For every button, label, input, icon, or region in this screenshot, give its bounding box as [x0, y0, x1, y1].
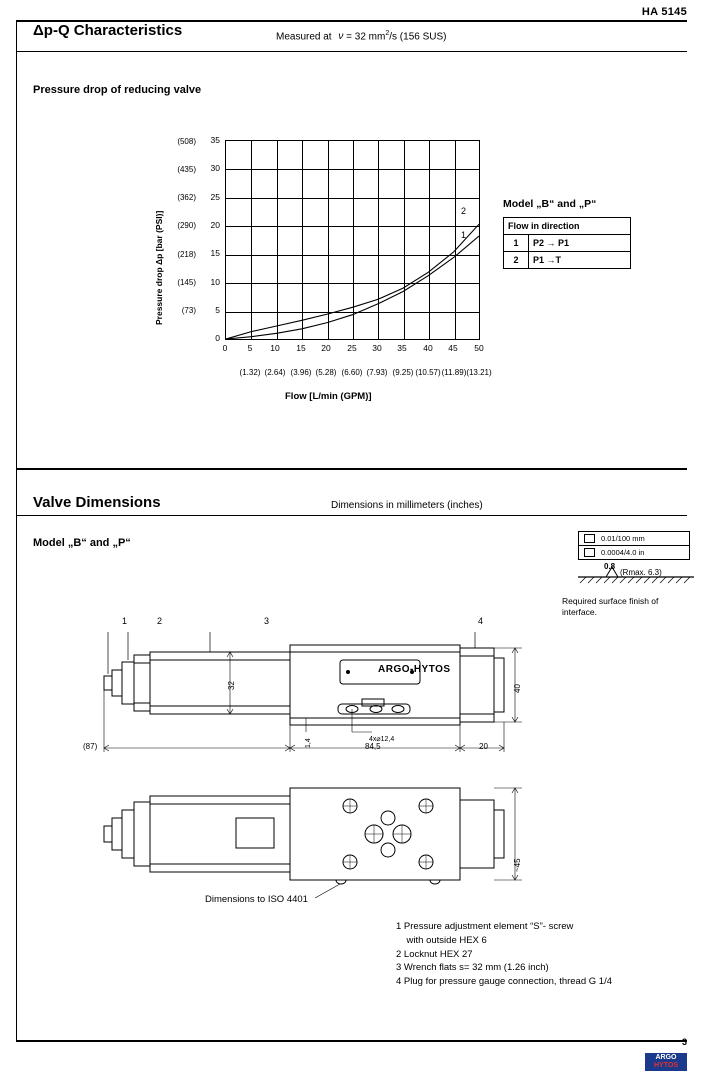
- measured-exponent: 2: [385, 30, 390, 37]
- chart-ytick-psi-4: (290): [177, 221, 196, 230]
- chart-ytick-3: 10: [210, 277, 220, 287]
- chart-ylabel: Pressure drop Δp [bar (PSI)]: [154, 210, 164, 325]
- table-cell-num: 1: [504, 235, 529, 252]
- chart-ytick-psi-1: (73): [181, 306, 196, 315]
- chart-series-label-1: 1: [461, 230, 467, 240]
- section2-title: Valve Dimensions: [33, 494, 161, 511]
- chart-gridline-h: [226, 255, 479, 256]
- section2-subhead: Model „B“ and „P“: [33, 537, 131, 549]
- valve-drawing-plan-view: [90, 780, 540, 900]
- chart-ytick-7: 30: [210, 163, 220, 173]
- chart-ytick-8: 35: [210, 135, 220, 145]
- chart-ytick-psi-3: (218): [177, 250, 196, 259]
- page-number: 3: [681, 1037, 687, 1047]
- table-row: [504, 252, 631, 269]
- section2-subtitle: Dimensions in millimeters (inches): [331, 500, 483, 511]
- flatness-square-icon: [584, 534, 595, 543]
- callout-3: 3: [264, 616, 270, 626]
- roughness-value: 0.8: [604, 562, 616, 571]
- divider-under-section2-title: [16, 515, 687, 516]
- chart-gridline-v: [455, 141, 456, 339]
- chart-gridline-v: [429, 141, 430, 339]
- chart-plot-area: [225, 140, 480, 340]
- table-cell-direction: P1 →T: [529, 252, 631, 269]
- iso-dimension-note: Dimensions to ISO 4401: [205, 894, 308, 905]
- flatness-square-icon: [584, 548, 595, 557]
- chart-ytick-5: 20: [210, 220, 220, 230]
- chart-xtick-0: 0: [222, 343, 228, 353]
- legend-item-3: 3 Wrench flats s= 32 mm (1.26 inch): [396, 962, 549, 974]
- chart-gridline-v: [353, 141, 354, 339]
- chart-xtick-gpm-6: (7.93): [366, 368, 388, 377]
- chart-gridline-v: [302, 141, 303, 339]
- brand-label: ARGO-HYTOS: [378, 664, 451, 675]
- chart-gridline-h: [226, 169, 479, 170]
- table-cell-direction: P2 → P1: [529, 235, 631, 252]
- callout-4: 4: [478, 616, 484, 626]
- callout-2: 2: [157, 616, 163, 626]
- divider-under-section1-title: [16, 51, 687, 52]
- chart-ytick-psi-2: (145): [177, 278, 196, 287]
- section1-subhead: Pressure drop of reducing valve: [33, 84, 202, 96]
- chart-xtick-9: 45: [448, 343, 458, 353]
- chart-xtick-3: 15: [296, 343, 306, 353]
- legend-item-1-cont: with outside HEX 6: [396, 934, 487, 946]
- chart-ytick-6: 25: [210, 192, 220, 202]
- chart-xtick-gpm-4: (5.28): [315, 368, 337, 377]
- chart-xtick-gpm-8: (10.57): [415, 368, 441, 377]
- legend-item-1: 1 Pressure adjustment element “S”- screw: [396, 921, 574, 932]
- dimension-20: 20: [479, 742, 488, 751]
- chart-gridline-v: [251, 141, 252, 339]
- table-row: [504, 235, 631, 252]
- measured-value: = 32 mm: [346, 31, 386, 43]
- divider-bottom: [16, 1040, 687, 1042]
- chart-xtick-7: 35: [397, 343, 407, 353]
- dimension-1-4: 1,4: [305, 738, 312, 748]
- chart-xtick-1: 5: [247, 343, 253, 353]
- chart-ytick-psi-6: (435): [177, 165, 196, 174]
- chart-ytick-4: 15: [210, 248, 220, 258]
- chart-xtick-6: 30: [372, 343, 382, 353]
- table-header-row: [504, 218, 631, 235]
- chart-gridline-v: [328, 141, 329, 339]
- surface-finish-box: [578, 531, 690, 560]
- chart-ytick-psi-5: (362): [177, 193, 196, 202]
- surface-finish-row-metric: [578, 531, 690, 546]
- chart-xlabel: Flow [L/min (GPM)]: [285, 391, 372, 402]
- left-border-rule: [16, 20, 17, 1040]
- chart-gridline-v: [277, 141, 278, 339]
- flow-direction-table: [503, 217, 631, 269]
- chart-xtick-gpm-5: (6.60): [341, 368, 363, 377]
- chart-gridline-h: [226, 283, 479, 284]
- section1-title: Δp-Q Characteristics: [33, 22, 183, 39]
- surface-finish-metric-value: 0.01/100 mm: [601, 534, 645, 543]
- pressure-drop-chart: [150, 125, 510, 415]
- model-table-title: Model „B“ and „P“: [503, 198, 597, 210]
- surface-finish-note: Required surface finish of interface.: [562, 596, 659, 617]
- dimension-40: 40: [513, 684, 522, 693]
- dimension-45: ~45: [513, 858, 522, 872]
- chart-xtick-gpm-3: (3.96): [290, 368, 312, 377]
- legend-item-2: 2 Locknut HEX 27: [396, 948, 473, 960]
- chart-xtick-gpm-10: (13.21): [466, 368, 492, 377]
- measured-prefix: Measured at: [276, 31, 332, 43]
- legend-item-4: 4 Plug for pressure gauge connection, thread G 1/4: [396, 976, 612, 988]
- chart-xtick-5: 25: [347, 343, 357, 353]
- document-code: HA 5145: [641, 6, 687, 18]
- roughness-note: (Rmax. 6.3): [620, 568, 662, 577]
- chart-ytick-1: 0: [215, 333, 220, 343]
- drawing-legend: [396, 920, 612, 989]
- section1-measured-note: [276, 30, 447, 42]
- chart-gridline-h: [226, 226, 479, 227]
- dimension-87: (87): [83, 742, 98, 751]
- chart-xtick-gpm-1: (1.32): [239, 368, 261, 377]
- logo-line-1: ARGO: [655, 1054, 677, 1061]
- divider-above-section2: [16, 468, 687, 470]
- chart-ytick-2: 5: [215, 305, 220, 315]
- company-logo: [645, 1053, 687, 1071]
- chart-xtick-10: 50: [474, 343, 484, 353]
- measured-symbol: ν: [338, 31, 344, 43]
- table-header-flow-direction: Flow in direction: [504, 218, 631, 235]
- dimension-holes: 4x⌀12,4: [369, 736, 395, 743]
- chart-gridline-h: [226, 198, 479, 199]
- measured-unit: /s (156 SUS): [389, 31, 447, 43]
- logo-line-2: HYTOS: [654, 1062, 678, 1069]
- callout-1: 1: [122, 616, 128, 626]
- surface-finish-inch-value: 0.0004/4.0 in: [601, 548, 645, 557]
- chart-xtick-gpm-7: (9.25): [392, 368, 414, 377]
- table-cell-num: 2: [504, 252, 529, 269]
- chart-xtick-2: 10: [270, 343, 280, 353]
- chart-gridline-v: [378, 141, 379, 339]
- chart-series-label-2: 2: [461, 206, 467, 216]
- chart-xtick-4: 20: [321, 343, 331, 353]
- chart-xtick-gpm-2: (2.64): [264, 368, 286, 377]
- dimension-32: 32: [227, 681, 236, 690]
- chart-xtick-gpm-9: (11.89): [441, 368, 467, 377]
- chart-xtick-8: 40: [423, 343, 433, 353]
- chart-gridline-v: [404, 141, 405, 339]
- dimension-84-5: 84,5: [365, 742, 381, 751]
- chart-gridline-h: [226, 312, 479, 313]
- chart-ytick-psi-7: (508): [177, 137, 196, 146]
